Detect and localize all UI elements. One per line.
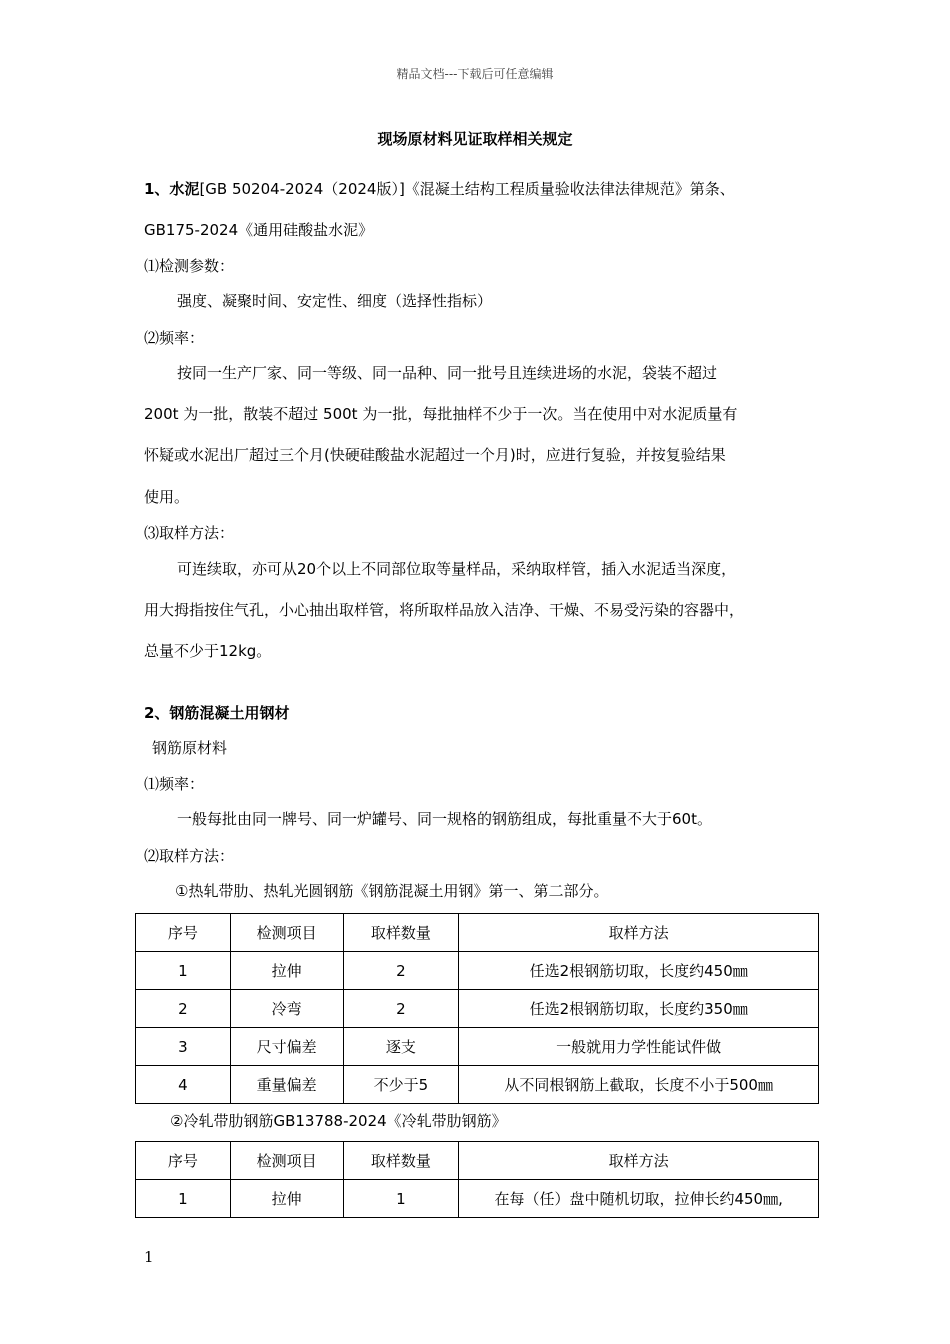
frequency-line: 200t 为一批，散装不超过 500t 为一批，每批抽样不少于一次。当在使用中对水泥质量有	[144, 405, 738, 423]
table-cell: 2	[343, 990, 459, 1028]
header-cell: 取样数量	[343, 1142, 459, 1180]
table-cell: 从不同根钢筋上截取，长度不小于500㎜	[459, 1066, 819, 1104]
frequency-line: 按同一生产厂家、同一等级、同一品种、同一批号且连续进场的水泥，袋装不超过	[177, 364, 718, 382]
table-cell: 任选2根钢筋切取，长度约350㎜	[459, 990, 819, 1028]
table-cell: 1	[343, 1180, 459, 1218]
sampling-method-line: 总量不少于12kg。	[144, 642, 272, 660]
s2-sampling-label: ⑵取样方法：	[144, 847, 235, 865]
page-header: 精品文档---下载后可任意编辑	[396, 67, 554, 81]
table-row	[136, 990, 819, 1028]
table-cell: 1	[136, 1180, 231, 1218]
table-cell: 拉伸	[230, 952, 343, 990]
table-cell: 3	[136, 1028, 231, 1066]
frequency-line: 使用。	[144, 488, 190, 506]
table-cell: 任选2根钢筋切取，长度约450㎜	[459, 952, 819, 990]
table-header-row	[136, 1142, 819, 1180]
table-cell: 在每（任）盘中随机切取，拉伸长约450㎜,	[459, 1180, 819, 1218]
table-cell: 拉伸	[230, 1180, 343, 1218]
table-2	[135, 1141, 819, 1218]
table-1	[135, 913, 819, 1104]
table-cell: 尺寸偏差	[230, 1028, 343, 1066]
table-cell: 4	[136, 1066, 231, 1104]
s2-frequency-text: 一般每批由同一牌号、同一炉罐号、同一规格的钢筋组成，每批重量不大于60t。	[177, 810, 712, 828]
header-cell: 序号	[136, 914, 231, 952]
header-cell: 取样方法	[459, 1142, 819, 1180]
table-cell: 重量偏差	[230, 1066, 343, 1104]
table-cell: 1	[136, 952, 231, 990]
section-2-heading: 2、钢筋混凝土用钢材	[144, 704, 290, 722]
section-2-subheading: 钢筋原材料	[152, 739, 228, 757]
sampling-method-line: 用大拇指按住气孔，小心抽出取样管，将所取样品放入洁净、干燥、不易受污染的容器中，	[144, 601, 745, 619]
table-row	[136, 952, 819, 990]
test-params-text: 强度、凝聚时间、安定性、细度（选择性指标）	[177, 292, 493, 310]
table-cell: 2	[136, 990, 231, 1028]
table-row	[136, 1066, 819, 1104]
sampling-method-line: 可连续取，亦可从20个以上不同部位取等量样品，采纳取样管，插入水泥适当深度，	[177, 560, 737, 578]
table-cell: 冷弯	[230, 990, 343, 1028]
table-header-row	[136, 914, 819, 952]
s2-frequency-label: ⑴频率：	[144, 775, 205, 793]
section-1-reference: [GB 50204-2024（2024版）]《混凝土结构工程质量验收法律法律规范》第条、	[199, 180, 735, 198]
table-row	[136, 1180, 819, 1218]
table-1-caption: ①热轧带肋、热轧光圆钢筋《钢筋混凝土用钢》第一、第二部分。	[175, 882, 609, 900]
header-cell: 检测项目	[230, 1142, 343, 1180]
page-number: 1	[144, 1248, 154, 1266]
test-params-label: ⑴检测参数：	[144, 257, 235, 275]
table-cell: 一般就用力学性能试件做	[459, 1028, 819, 1066]
document-title: 现场原材料见证取样相关规定	[377, 130, 573, 148]
frequency-line: 怀疑或水泥出厂超过三个月(快硬硅酸盐水泥超过一个月)时，应进行复验，并按复验结果	[144, 446, 726, 464]
table-2-caption: ②冷轧带肋钢筋GB13788-2024《冷轧带肋钢筋》	[170, 1112, 507, 1130]
section-1-heading: 1、水泥	[144, 180, 200, 198]
header-cell: 取样数量	[343, 914, 459, 952]
table-cell: 不少于5	[343, 1066, 459, 1104]
header-cell: 检测项目	[230, 914, 343, 952]
sampling-method-label: ⑶取样方法：	[144, 524, 235, 542]
table-row	[136, 1028, 819, 1066]
header-cell: 取样方法	[459, 914, 819, 952]
section-1-standard: GB175-2024《通用硅酸盐水泥》	[144, 221, 374, 239]
frequency-label: ⑵频率：	[144, 329, 205, 347]
table-cell: 2	[343, 952, 459, 990]
header-cell: 序号	[136, 1142, 231, 1180]
section-1-line-1	[144, 178, 735, 199]
table-cell: 逐支	[343, 1028, 459, 1066]
